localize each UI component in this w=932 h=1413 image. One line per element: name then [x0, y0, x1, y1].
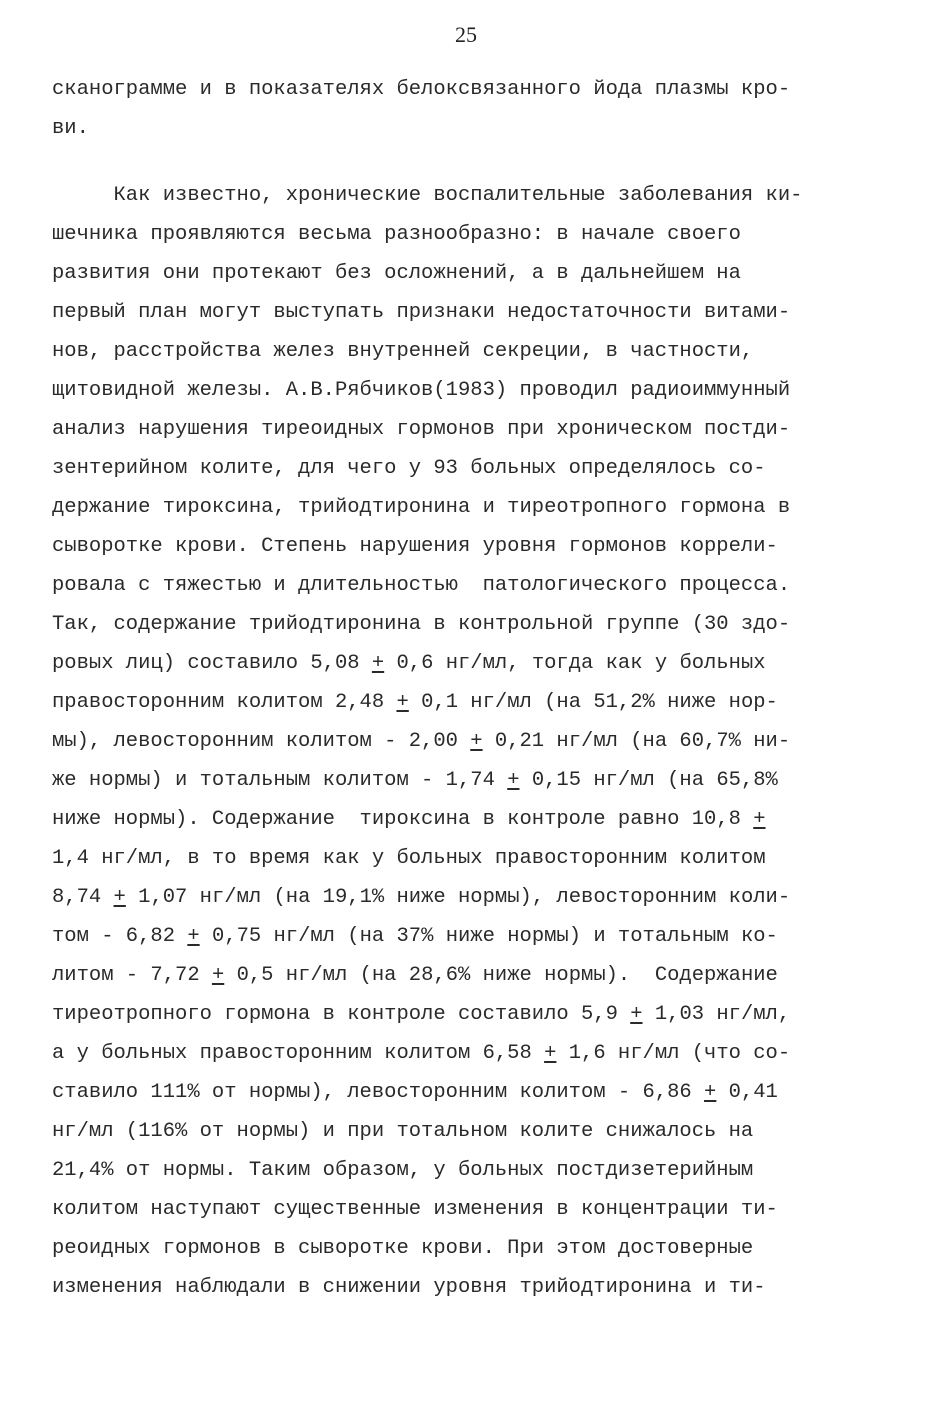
text-line: сыворотке крови. Степень нарушения уровня гормонов коррели- [52, 535, 778, 558]
plus-minus-sign: + [704, 1081, 717, 1104]
text-line: реоидных гормонов в сыворотке крови. При этом достоверные [52, 1237, 754, 1260]
text-line: щитовидной железы. А.В.Рябчиков(1983) проводил радиоиммунный [52, 379, 791, 402]
text-line: 21,4% от нормы. Таким образом, у больных постдизетерийным [52, 1159, 754, 1182]
page-number: 25 [455, 22, 477, 47]
text-line: ниже нормы). Содержание тироксина в контроле равно 10,8 + [52, 808, 766, 831]
text-line: ровала с тяжестью и длительностью патологического процесса. [52, 574, 791, 597]
text-line: ви. [52, 117, 89, 140]
text-line: ровых лиц) составило 5,08 + 0,6 нг/мл, тогда как у больных [52, 652, 766, 675]
paragraph [52, 176, 882, 1307]
plus-minus-sign: + [211, 964, 225, 987]
text-line: том - 6,82 + 0,75 нг/мл (на 37% ниже нормы) и тотальным ко- [52, 925, 778, 948]
text-line: ставило 111% от нормы), левосторонним колитом - 6,86 + 0,41 [52, 1081, 778, 1104]
plus-minus-sign: + [396, 691, 409, 714]
body-text [52, 70, 882, 1307]
plus-minus-sign: + [630, 1003, 643, 1026]
text-line: развития они протекают без осложнений, а в дальнейшем на [52, 262, 741, 285]
text-line: первый план могут выступать признаки недостаточности витами- [52, 301, 791, 324]
text-line: нг/мл (116% от нормы) и при тотальном колите снижалось на [52, 1120, 754, 1143]
text-line: а у больных правосторонним колитом 6,58 + 1,6 нг/мл (что со- [52, 1042, 791, 1065]
text-line: литом - 7,72 + 0,5 нг/мл (на 28,6% ниже нормы). Содержание [52, 964, 778, 987]
text-line: тиреотропного гормона в контроле составило 5,9 + 1,03 нг/мл, [52, 1003, 791, 1026]
text-line: 1,4 нг/мл, в то время как у больных правосторонним колитом [52, 847, 766, 870]
plus-minus-sign: + [470, 730, 483, 753]
text-line: анализ нарушения тиреоидных гормонов при хроническом постди- [52, 418, 791, 441]
text-line: Как известно, хронические воспалительные заболевания ки- [52, 184, 803, 207]
plus-minus-sign: + [187, 925, 200, 948]
plus-minus-sign: + [544, 1042, 557, 1065]
text-line: правосторонним колитом 2,48 + 0,1 нг/мл (на 51,2% ниже нор- [52, 691, 778, 714]
text-line: изменения наблюдали в снижении уровня трийодтиронина и ти- [52, 1276, 766, 1299]
plus-minus-sign: + [753, 808, 766, 831]
text-line: сканограмме и в показателях белоксвязанного йода плазмы кро- [52, 78, 791, 101]
plus-minus-sign: + [113, 886, 126, 909]
paragraph [52, 70, 882, 148]
text-line: 8,74 + 1,07 нг/мл (на 19,1% ниже нормы), левосторонним коли- [52, 886, 791, 909]
plus-minus-sign: + [371, 652, 385, 675]
text-line: мы), левосторонним колитом - 2,00 + 0,21 нг/мл (на 60,7% ни- [52, 730, 791, 753]
text-line: Так, содержание трийодтиронина в контрольной группе (30 здо- [52, 613, 791, 636]
text-line: же нормы) и тотальным колитом - 1,74 + 0,15 нг/мл (на 65,8% [52, 769, 778, 792]
text-line: нов, расстройства желез внутренней секреции, в частности, [52, 340, 754, 363]
text-line: зентерийном колите, для чего у 93 больных определялось со- [52, 457, 766, 480]
text-line: шечника проявляются весьма разнообразно: в начале своего [52, 223, 741, 246]
text-line: колитом наступают существенные изменения в концентрации ти- [52, 1198, 778, 1221]
paragraph-gap [52, 148, 882, 176]
text-line: держание тироксина, трийодтиронина и тиреотропного гормона в [52, 496, 791, 519]
plus-minus-sign: + [507, 769, 520, 792]
